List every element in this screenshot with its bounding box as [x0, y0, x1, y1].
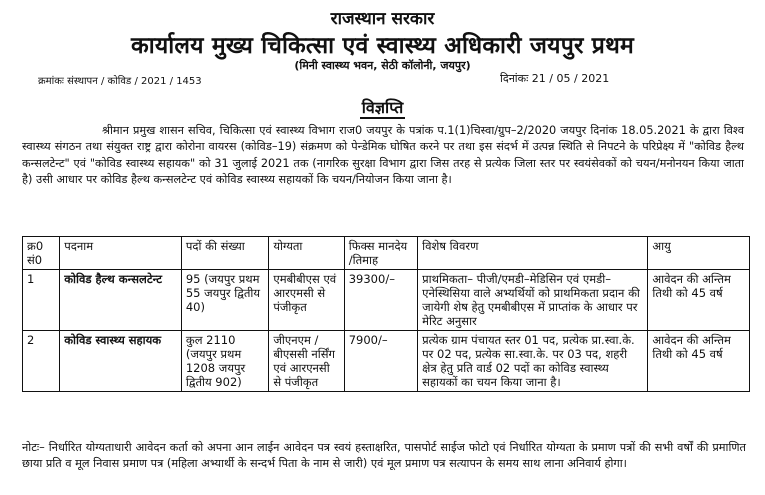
cell-age: आवेदन की अन्तिम तिथी को 45 वर्ष [648, 270, 750, 331]
header-salary: फिक्स मानदेय /तिमाह [344, 237, 417, 270]
cell-age: आवेदन की अन्तिम तिथी को 45 वर्ष [648, 331, 750, 392]
cell-qualification: जीएनएम /बीएससी नर्सिंग एवं आरएनसी से पंजीकृत [269, 331, 344, 392]
document-date: दिनांकः 21 / 05 / 2021 [500, 72, 610, 85]
notice-title-text: विज्ञप्ति [361, 98, 404, 117]
cell-salary: 39300/– [344, 270, 417, 331]
header-sno: क्र0 सं0 [23, 237, 60, 270]
cell-count: कुल 2110 (जयपुर प्रथम 1208 जयपुर द्वितीय 902) [181, 331, 268, 392]
table-row [23, 270, 750, 331]
government-name: राजस्थान सरकार [330, 9, 435, 29]
table-row [23, 331, 750, 392]
cell-qualification: एमबीबीएस एवं आरएमसी से पंजीकृत [269, 270, 344, 331]
header-post: पदनाम [60, 237, 182, 270]
table-header-row [23, 237, 750, 270]
posts-table [22, 236, 750, 392]
cell-post: कोविड स्वास्थ्य सहायक [60, 331, 182, 392]
cell-details: प्रत्येक ग्राम पंचायत स्तर 01 पद, प्रत्येक प्रा.स्वा.के. पर 02 पद, प्रत्येक सा.स्वा.के. पर 03 पद, शहरी क्षेत्र हेतु प्रति वार्ड 02 पदों का कोविड स्वास्थ्य सहायकों का चयन किया जाना है। [418, 331, 648, 392]
cell-sno: 1 [23, 270, 60, 331]
header-details: विशेष विवरण [418, 237, 648, 270]
office-name: कार्यालय मुख्य चिकित्सा एवं स्वास्थ्य अधिकारी जयपुर प्रथम [131, 33, 634, 59]
cell-details: प्राथमिकता– पीजी/एमडी–मेडिसिन एवं एमडी–एनेस्थिसिया वाले अभ्यर्थियों को प्राथमिकता प्रदान की जायेगी शेष हेतु एमबीबीएस में प्राप्तांक के आधार पर मेरिट अनुसार [418, 270, 648, 331]
footer-note: नोटः– निर्धारित योग्यताधारी आवेदन कर्ता को अपना आन लाईन आवेदन पत्र स्वयं हस्ताक्षरित, पासपोर्ट साईज फोटो एवं निर्धारित योग्यता के प्रमाण पत्रों की सभी वर्षों की प्रमाणित छाया प्रति व मूल निवास प्रमाण पत्र (महिला अभ्यार्थी के सन्दर्भ पिता के नाम से जारी) एवं मूल प्रमाण पत्र सत्यापन के समय साथ लाना अनिवार्य होगा। [22, 441, 746, 470]
reference-number: क्रमांकः संस्थापन / कोविड / 2021 / 1453 [38, 76, 202, 87]
cell-count: 95 (जयपुर प्रथम 55 जयपुर द्वितीय 40) [181, 270, 268, 331]
header-age: आयु [648, 237, 750, 270]
header-count: पदों की संख्या [181, 237, 268, 270]
notice-title [0, 96, 765, 118]
header-qualification: योग्यता [269, 237, 344, 270]
cell-sno: 2 [23, 331, 60, 392]
cell-post: कोविड हैल्थ कन्सलटेन्ट [60, 270, 182, 331]
notice-paragraph: श्रीमान प्रमुख शासन सचिव, चिकित्सा एवं स्वास्थ्य विभाग राज0 जयपुर के पत्रांक प.1(1)चिस्वा/ग्रुप–2/2020 जयपुर दिनांक 18.05.2021 के द्वारा विश्व स्वास्थ्य संगठन तथा संयुक्त राष्ट्र द्वारा कोरोना वायरस (कोविड–19) संक्रमण को पेन्डेमिक घोषित करने पर तथा इस संदर्भ में उत्पन्न स्थिति से निपटने के परिप्रेक्ष्य में "कोविड हैल्थ कन्सलटेन्ट" एवं "कोविड स्वास्थ्य सहायक" को 31 जुलाई 2021 तक (नागरिक सुरक्षा विभाग द्वारा जिस तरह से प्रत्येक जिला स्तर पर स्वयंसेवकों को चयन/मनोनयन किया जाता है) उसी आधार पर कोविड हैल्थ कन्सलटेन्ट एवं कोविड स्वास्थ्य सहायकों कि चयन/नियोजन किया जाना है। [22, 124, 744, 186]
office-address: (मिनी स्वास्थ्य भवन, सेठी कॉलोनी, जयपुर) [294, 59, 471, 72]
cell-salary: 7900/– [344, 331, 417, 392]
